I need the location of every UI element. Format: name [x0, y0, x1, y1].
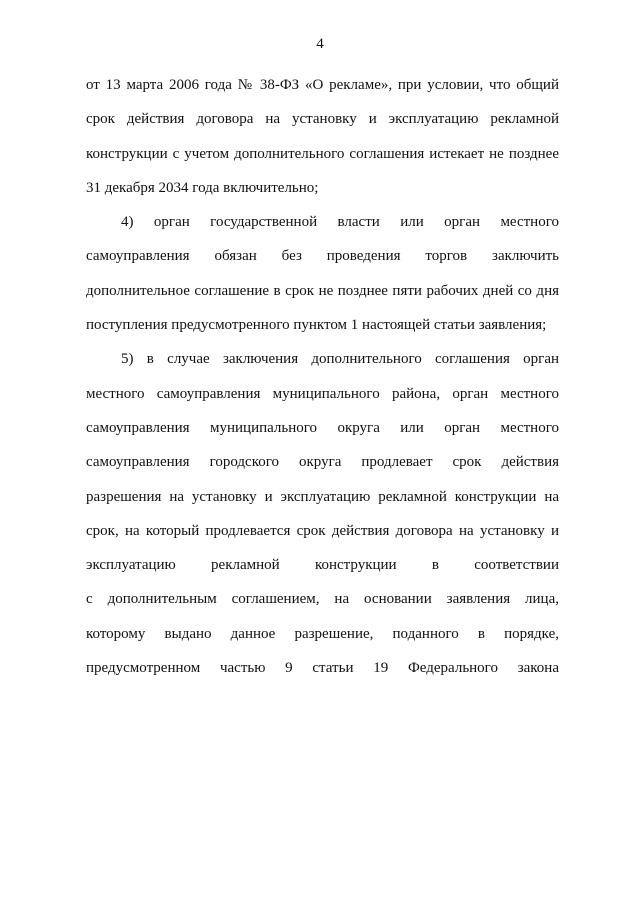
text-line: 5) в случае заключения дополнительного соглашения орган: [121, 351, 559, 368]
text-line: срок действия договора на установку и эксплуатацию рекламной: [86, 111, 559, 128]
text-line: местного самоуправления муниципального района, орган местного: [86, 385, 559, 402]
text-line: поступления предусмотренного пунктом 1 настоящей статьи заявления;: [86, 317, 547, 334]
text-line: с дополнительным соглашением, на основании заявления лица,: [86, 591, 559, 608]
text-line: от 13 марта 2006 года № 38-ФЗ «О рекламе», при условии, что общий: [86, 77, 559, 93]
text-line: которому выдано данное разрешение, поданного в порядке,: [86, 625, 559, 642]
text-line: конструкции с учетом дополнительного соглашения истекает не позднее: [86, 145, 559, 162]
text-line: эксплуатацию рекламной конструкции в соответствии: [86, 557, 559, 574]
text-line: самоуправления обязан без проведения торгов заключить: [86, 248, 559, 265]
text-line: срок, на который продлевается срок действия договора на установку и: [86, 522, 559, 539]
text-line: самоуправления муниципального округа или орган местного: [86, 419, 559, 436]
text-line: разрешения на установку и эксплуатацию рекламной конструкции на: [86, 488, 559, 505]
text-line: 31 декабря 2034 года включительно;: [86, 179, 319, 196]
text-line: предусмотренном частью 9 статьи 19 Федерального закона: [86, 660, 559, 677]
body-text: [86, 68, 559, 685]
page-number: 4: [316, 36, 324, 52]
text-line: дополнительное соглашение в срок не позднее пяти рабочих дней со дня: [86, 282, 559, 299]
text-line: самоуправления городского округа продлевает срок действия: [86, 454, 559, 471]
text-line: 4) орган государственной власти или орган местного: [121, 214, 559, 231]
